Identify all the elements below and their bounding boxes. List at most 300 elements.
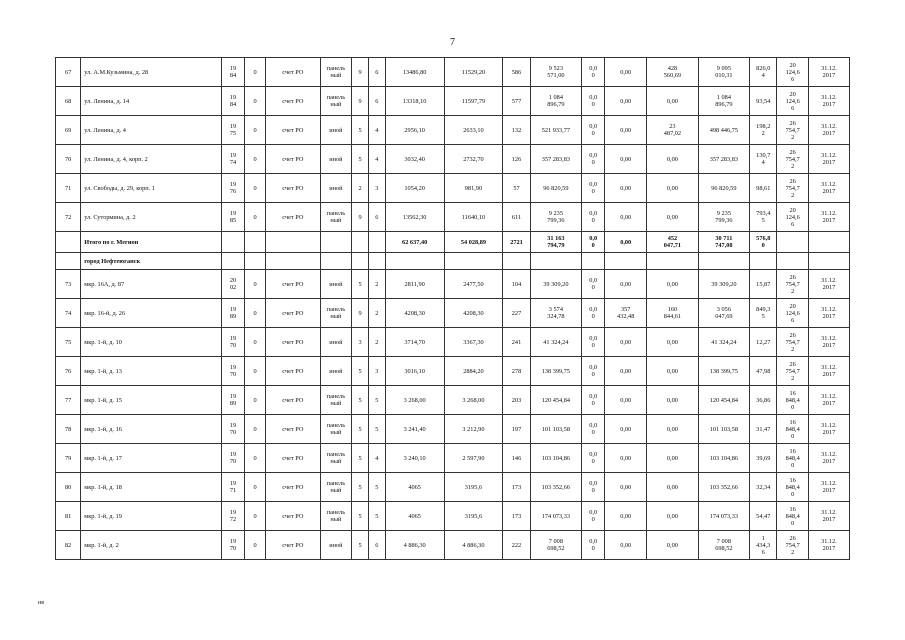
cell-c2: 0,00 — [605, 357, 647, 386]
table-row — [56, 444, 850, 473]
cell-c2: 0,00 — [605, 58, 647, 87]
cell-date: 31.12. 2017 — [808, 299, 849, 328]
cell-area-res: 2732,70 — [444, 145, 503, 174]
cell-cost: 1 084 896,79 — [530, 87, 581, 116]
cell-date: 31.12. 2017 — [808, 386, 849, 415]
cell-acct: счет РО — [266, 473, 321, 502]
cell-fl: 3 — [352, 328, 369, 357]
cell-c6: 26 754,7 2 — [777, 357, 809, 386]
cell-ent: 6 — [368, 203, 385, 232]
cell-zero: 0 — [245, 386, 266, 415]
cell-area-total: 4 886,30 — [385, 531, 444, 560]
cell-ent: 2 — [368, 270, 385, 299]
cell-cost: 120 454,84 — [530, 386, 581, 415]
city-name: город Нефтеюганск — [81, 253, 222, 270]
cell-c2: 357 432,48 — [605, 299, 647, 328]
cell-c2: 0,00 — [605, 444, 647, 473]
cell-year: 19 89 — [221, 299, 244, 328]
cell-year: 19 85 — [221, 203, 244, 232]
cell-addr: мкр. 16А, д. 87 — [81, 270, 222, 299]
cell-date: 31.12. 2017 — [808, 415, 849, 444]
cell-c6: 26 754,7 2 — [777, 174, 809, 203]
total-c4: 30 711 747,08 — [698, 232, 749, 253]
cell-cost: 39 309,20 — [530, 270, 581, 299]
cell-zero: 0 — [245, 531, 266, 560]
cell-year: 19 75 — [221, 116, 244, 145]
cell-wall: иной — [320, 270, 352, 299]
cell-residents: 203 — [503, 386, 530, 415]
cell-cost: 357 283,83 — [530, 145, 581, 174]
cell-area-total: 3 240,10 — [385, 444, 444, 473]
cell-area-total: 3032,40 — [385, 145, 444, 174]
cell-c5: 15,87 — [750, 270, 777, 299]
cell-c2: 0,00 — [605, 203, 647, 232]
cell-c4: 101 103,58 — [698, 415, 749, 444]
cell-c3: 428 560,69 — [647, 58, 698, 87]
cell-fl: 9 — [352, 299, 369, 328]
cell-addr: мкр. 1-й, д. 2 — [81, 531, 222, 560]
cell-c6: 20 124,6 6 — [777, 203, 809, 232]
cell-addr: мкр. 1-й, д. 18 — [81, 473, 222, 502]
cell-addr: ул. Ленина, д. 4 — [81, 116, 222, 145]
cell-ent: 4 — [368, 116, 385, 145]
cell-fl: 9 — [352, 87, 369, 116]
cell-c3: 0,00 — [647, 444, 698, 473]
cell-c1: 0,0 0 — [582, 502, 605, 531]
cell-cost: 138 399,75 — [530, 357, 581, 386]
cell-area-res: 3195,6 — [444, 473, 503, 502]
cell-area-res: 4208,30 — [444, 299, 503, 328]
cell-fl: 5 — [352, 444, 369, 473]
cell-area-total: 1054,20 — [385, 174, 444, 203]
cell-c1: 0,0 0 — [582, 87, 605, 116]
cell-n: 76 — [56, 357, 81, 386]
cell-ent: 4 — [368, 444, 385, 473]
cell-acct: счет РО — [266, 116, 321, 145]
cell-c6: 26 754,7 2 — [777, 531, 809, 560]
cell-n: 81 — [56, 502, 81, 531]
cell-c3: 0,00 — [647, 174, 698, 203]
total-area: 62 637,40 — [385, 232, 444, 253]
cell-area-res: 11529,20 — [444, 58, 503, 87]
cell-fl: 5 — [352, 116, 369, 145]
cell-residents: 104 — [503, 270, 530, 299]
cell-cost: 3 574 324,78 — [530, 299, 581, 328]
cell-c1: 0,0 0 — [582, 386, 605, 415]
cell-acct: счет РО — [266, 145, 321, 174]
cell-c6: 26 754,7 2 — [777, 328, 809, 357]
cell-fl: 5 — [352, 415, 369, 444]
cell-area-total: 4208,30 — [385, 299, 444, 328]
cell-wall: иной — [320, 174, 352, 203]
cell-date: 31.12. 2017 — [808, 58, 849, 87]
cell-year: 19 71 — [221, 473, 244, 502]
cell-addr: ул. Свободы, д. 29, корп. 1 — [81, 174, 222, 203]
cell-wall: панель ный — [320, 444, 352, 473]
cell-zero: 0 — [245, 87, 266, 116]
cell-c4: 1 084 896,79 — [698, 87, 749, 116]
cell-c2: 0,00 — [605, 473, 647, 502]
cell-ent: 6 — [368, 87, 385, 116]
cell-c6: 26 754,7 2 — [777, 145, 809, 174]
cell-acct: счет РО — [266, 299, 321, 328]
cell-c2: 0,00 — [605, 386, 647, 415]
cell-c5: 31,47 — [750, 415, 777, 444]
total-cost: 31 163 794,79 — [530, 232, 581, 253]
cell-wall: панель ный — [320, 473, 352, 502]
total-c3: 452 047,71 — [647, 232, 698, 253]
cell-c2: 0,00 — [605, 502, 647, 531]
total-label: Итого по г. Мегион — [81, 232, 222, 253]
cell-ent: 2 — [368, 328, 385, 357]
cell-zero: 0 — [245, 415, 266, 444]
cell-c4: 174 073,33 — [698, 502, 749, 531]
cell-wall: панель ный — [320, 386, 352, 415]
cell-area-total: 3016,10 — [385, 357, 444, 386]
cell-c5: 826,0 4 — [750, 58, 777, 87]
cell-c6: 20 124,6 6 — [777, 58, 809, 87]
housing-registry-table — [55, 57, 850, 560]
table-row — [56, 299, 850, 328]
table-row — [56, 415, 850, 444]
cell-wall: панель ный — [320, 299, 352, 328]
footer-mark: нв — [38, 600, 45, 606]
cell-n: 77 — [56, 386, 81, 415]
cell-wall: иной — [320, 328, 352, 357]
table-row — [56, 328, 850, 357]
cell-year: 19 84 — [221, 58, 244, 87]
cell-area-total: 3 241,40 — [385, 415, 444, 444]
cell-c1: 0,0 0 — [582, 145, 605, 174]
cell-wall: иной — [320, 357, 352, 386]
cell-c3: 0,00 — [647, 473, 698, 502]
cell-year: 19 84 — [221, 87, 244, 116]
cell-acct: счет РО — [266, 357, 321, 386]
cell-c4: 138 399,75 — [698, 357, 749, 386]
cell-c5: 36,86 — [750, 386, 777, 415]
cell-c3: 0,00 — [647, 328, 698, 357]
cell-residents: 227 — [503, 299, 530, 328]
cell-cost: 174 073,33 — [530, 502, 581, 531]
cell-c5: 1 434,3 6 — [750, 531, 777, 560]
cell-c1: 0,0 0 — [582, 357, 605, 386]
cell-residents: 173 — [503, 502, 530, 531]
cell-c5: 39,69 — [750, 444, 777, 473]
cell-year: 19 70 — [221, 415, 244, 444]
cell-c4: 7 008 698,52 — [698, 531, 749, 560]
cell-cost: 41 324,24 — [530, 328, 581, 357]
cell-area-res: 4 886,30 — [444, 531, 503, 560]
megion-rows — [56, 58, 850, 232]
cell-date: 31.12. 2017 — [808, 116, 849, 145]
cell-wall: панель ный — [320, 203, 352, 232]
cell-year: 19 72 — [221, 502, 244, 531]
cell-c3: 0,00 — [647, 270, 698, 299]
cell-c4: 103 352,66 — [698, 473, 749, 502]
cell-cost: 103 352,66 — [530, 473, 581, 502]
cell-cost: 9 235 799,36 — [530, 203, 581, 232]
cell-acct: счет РО — [266, 203, 321, 232]
cell-c6: 20 124,6 6 — [777, 299, 809, 328]
cell-n: 80 — [56, 473, 81, 502]
table-row — [56, 116, 850, 145]
cell-wall: иной — [320, 145, 352, 174]
cell-wall: панель ный — [320, 58, 352, 87]
cell-cost: 101 103,58 — [530, 415, 581, 444]
total-c2: 0,00 — [605, 232, 647, 253]
cell-c6: 16 848,4 0 — [777, 502, 809, 531]
total-area-residential: 54 028,89 — [444, 232, 503, 253]
cell-c6: 26 754,7 2 — [777, 116, 809, 145]
cell-acct: счет РО — [266, 87, 321, 116]
cell-acct: счет РО — [266, 386, 321, 415]
cell-year: 19 70 — [221, 328, 244, 357]
cell-addr: мкр. 1-й, д. 13 — [81, 357, 222, 386]
cell-n: 75 — [56, 328, 81, 357]
cell-c1: 0,0 0 — [582, 270, 605, 299]
cell-addr: мкр. 1-й, д. 17 — [81, 444, 222, 473]
cell-c6: 16 848,4 0 — [777, 473, 809, 502]
cell-c5: 793,4 5 — [750, 203, 777, 232]
cell-n: 74 — [56, 299, 81, 328]
cell-fl: 5 — [352, 270, 369, 299]
cell-year: 19 70 — [221, 531, 244, 560]
page-number: 7 — [450, 37, 455, 48]
cell-c1: 0,0 0 — [582, 299, 605, 328]
cell-c5: 32,34 — [750, 473, 777, 502]
cell-year: 19 89 — [221, 386, 244, 415]
cell-area-total: 2956,10 — [385, 116, 444, 145]
cell-c4: 498 446,75 — [698, 116, 749, 145]
cell-c1: 0,0 0 — [582, 58, 605, 87]
cell-date: 31.12. 2017 — [808, 502, 849, 531]
cell-fl: 5 — [352, 145, 369, 174]
cell-c6: 16 848,4 0 — [777, 444, 809, 473]
cell-c2: 0,00 — [605, 145, 647, 174]
cell-zero: 0 — [245, 444, 266, 473]
table-row — [56, 502, 850, 531]
cell-area-res: 3 212,90 — [444, 415, 503, 444]
cell-cost: 9 523 571,00 — [530, 58, 581, 87]
cell-addr: мкр. 1-й, д. 10 — [81, 328, 222, 357]
cell-n: 67 — [56, 58, 81, 87]
cell-residents: 132 — [503, 116, 530, 145]
table-row — [56, 531, 850, 560]
cell-c3: 0,00 — [647, 357, 698, 386]
cell-ent: 3 — [368, 174, 385, 203]
cell-date: 31.12. 2017 — [808, 270, 849, 299]
cell-wall: панель ный — [320, 415, 352, 444]
cell-cost: 96 820,59 — [530, 174, 581, 203]
cell-area-res: 981,90 — [444, 174, 503, 203]
cell-zero: 0 — [245, 473, 266, 502]
cell-cost: 103 104,86 — [530, 444, 581, 473]
cell-area-total: 13562,30 — [385, 203, 444, 232]
cell-acct: счет РО — [266, 502, 321, 531]
cell-c4: 9 235 799,36 — [698, 203, 749, 232]
cell-zero: 0 — [245, 357, 266, 386]
cell-area-res: 11640,10 — [444, 203, 503, 232]
table-row — [56, 386, 850, 415]
cell-c6: 16 848,4 0 — [777, 415, 809, 444]
cell-date: 31.12. 2017 — [808, 531, 849, 560]
cell-acct: счет РО — [266, 328, 321, 357]
cell-c5: 54,47 — [750, 502, 777, 531]
cell-date: 31.12. 2017 — [808, 328, 849, 357]
cell-zero: 0 — [245, 502, 266, 531]
cell-area-res: 2477,50 — [444, 270, 503, 299]
cell-c1: 0,0 0 — [582, 473, 605, 502]
cell-c4: 41 324,24 — [698, 328, 749, 357]
table-row — [56, 203, 850, 232]
cell-zero: 0 — [245, 58, 266, 87]
cell-c1: 0,0 0 — [582, 203, 605, 232]
cell-area-total: 4065 — [385, 473, 444, 502]
cell-ent: 6 — [368, 531, 385, 560]
cell-c3: 0,00 — [647, 502, 698, 531]
cell-c3: 0,00 — [647, 87, 698, 116]
cell-zero: 0 — [245, 116, 266, 145]
cell-year: 19 70 — [221, 357, 244, 386]
cell-c2: 0,00 — [605, 270, 647, 299]
cell-zero: 0 — [245, 270, 266, 299]
cell-c2: 0,00 — [605, 87, 647, 116]
cell-n: 68 — [56, 87, 81, 116]
cell-zero: 0 — [245, 145, 266, 174]
cell-residents: 197 — [503, 415, 530, 444]
cell-c5: 130,7 4 — [750, 145, 777, 174]
cell-area-res: 3195,6 — [444, 502, 503, 531]
cell-fl: 5 — [352, 386, 369, 415]
cell-n: 72 — [56, 203, 81, 232]
cell-cost: 7 008 698,52 — [530, 531, 581, 560]
table-row — [56, 145, 850, 174]
cell-addr: мкр. 1-й, д. 16 — [81, 415, 222, 444]
cell-acct: счет РО — [266, 444, 321, 473]
cell-c5: 849,3 5 — [750, 299, 777, 328]
cell-addr: мкр. 1-й, д. 19 — [81, 502, 222, 531]
cell-fl: 5 — [352, 357, 369, 386]
cell-area-total: 13486,80 — [385, 58, 444, 87]
cell-addr: мкр. 1-й, д. 15 — [81, 386, 222, 415]
city-header-row — [56, 253, 850, 270]
cell-zero: 0 — [245, 328, 266, 357]
cell-c2: 0,00 — [605, 531, 647, 560]
cell-c5: 12,27 — [750, 328, 777, 357]
cell-fl: 2 — [352, 174, 369, 203]
cell-addr: мкр. 16-й, д. 26 — [81, 299, 222, 328]
cell-c4: 96 820,59 — [698, 174, 749, 203]
cell-c4: 9 095 010,31 — [698, 58, 749, 87]
cell-residents: 222 — [503, 531, 530, 560]
total-row — [56, 232, 850, 253]
cell-c1: 0,0 0 — [582, 531, 605, 560]
cell-ent: 3 — [368, 357, 385, 386]
cell-c4: 357 283,83 — [698, 145, 749, 174]
cell-c6: 26 754,7 2 — [777, 270, 809, 299]
cell-c6: 16 848,4 0 — [777, 386, 809, 415]
cell-area-res: 2633,10 — [444, 116, 503, 145]
cell-area-total: 13318,10 — [385, 87, 444, 116]
cell-wall: панель ный — [320, 87, 352, 116]
cell-year: 20 02 — [221, 270, 244, 299]
cell-c3: 0,00 — [647, 415, 698, 444]
cell-c4: 120 454,84 — [698, 386, 749, 415]
total-c1: 0,0 0 — [582, 232, 605, 253]
cell-addr: ул. Сутормина, д. 2 — [81, 203, 222, 232]
table-row — [56, 174, 850, 203]
cell-residents: 57 — [503, 174, 530, 203]
cell-fl: 5 — [352, 473, 369, 502]
cell-c3: 23 487,02 — [647, 116, 698, 145]
cell-c3: 0,00 — [647, 386, 698, 415]
cell-n: 70 — [56, 145, 81, 174]
cell-ent: 5 — [368, 502, 385, 531]
cell-n: 71 — [56, 174, 81, 203]
cell-area-total: 3714,70 — [385, 328, 444, 357]
cell-c5: 98,61 — [750, 174, 777, 203]
table-row — [56, 357, 850, 386]
table-row — [56, 270, 850, 299]
cell-zero: 0 — [245, 174, 266, 203]
cell-year: 19 76 — [221, 174, 244, 203]
cell-residents: 586 — [503, 58, 530, 87]
cell-addr: ул. Ленина, д. 4, корп. 2 — [81, 145, 222, 174]
cell-area-res: 11597,79 — [444, 87, 503, 116]
cell-c2: 0,00 — [605, 328, 647, 357]
cell-c3: 160 844,61 — [647, 299, 698, 328]
cell-area-res: 3 268,00 — [444, 386, 503, 415]
cell-ent: 5 — [368, 473, 385, 502]
cell-fl: 9 — [352, 203, 369, 232]
cell-date: 31.12. 2017 — [808, 87, 849, 116]
cell-area-total: 3 268,00 — [385, 386, 444, 415]
cell-c6: 20 124,6 6 — [777, 87, 809, 116]
cell-n: 82 — [56, 531, 81, 560]
cell-date: 31.12. 2017 — [808, 473, 849, 502]
cell-date: 31.12. 2017 — [808, 357, 849, 386]
cell-ent: 2 — [368, 299, 385, 328]
cell-area-total: 4065 — [385, 502, 444, 531]
cell-c5: 93,54 — [750, 87, 777, 116]
cell-ent: 5 — [368, 415, 385, 444]
cell-fl: 5 — [352, 502, 369, 531]
table-row — [56, 473, 850, 502]
cell-area-res: 2884,20 — [444, 357, 503, 386]
cell-zero: 0 — [245, 299, 266, 328]
cell-c1: 0,0 0 — [582, 328, 605, 357]
cell-c4: 39 309,20 — [698, 270, 749, 299]
cell-c1: 0,0 0 — [582, 415, 605, 444]
cell-acct: счет РО — [266, 58, 321, 87]
cell-residents: 241 — [503, 328, 530, 357]
cell-date: 31.12. 2017 — [808, 203, 849, 232]
cell-wall: панель ный — [320, 502, 352, 531]
megion-total — [56, 232, 850, 270]
table-row — [56, 58, 850, 87]
cell-residents: 611 — [503, 203, 530, 232]
cell-n: 78 — [56, 415, 81, 444]
cell-residents: 146 — [503, 444, 530, 473]
cell-ent: 4 — [368, 145, 385, 174]
cell-residents: 173 — [503, 473, 530, 502]
cell-fl: 9 — [352, 58, 369, 87]
cell-year: 19 70 — [221, 444, 244, 473]
table-row — [56, 87, 850, 116]
cell-c1: 0,0 0 — [582, 116, 605, 145]
cell-year: 19 74 — [221, 145, 244, 174]
cell-c3: 0,00 — [647, 531, 698, 560]
